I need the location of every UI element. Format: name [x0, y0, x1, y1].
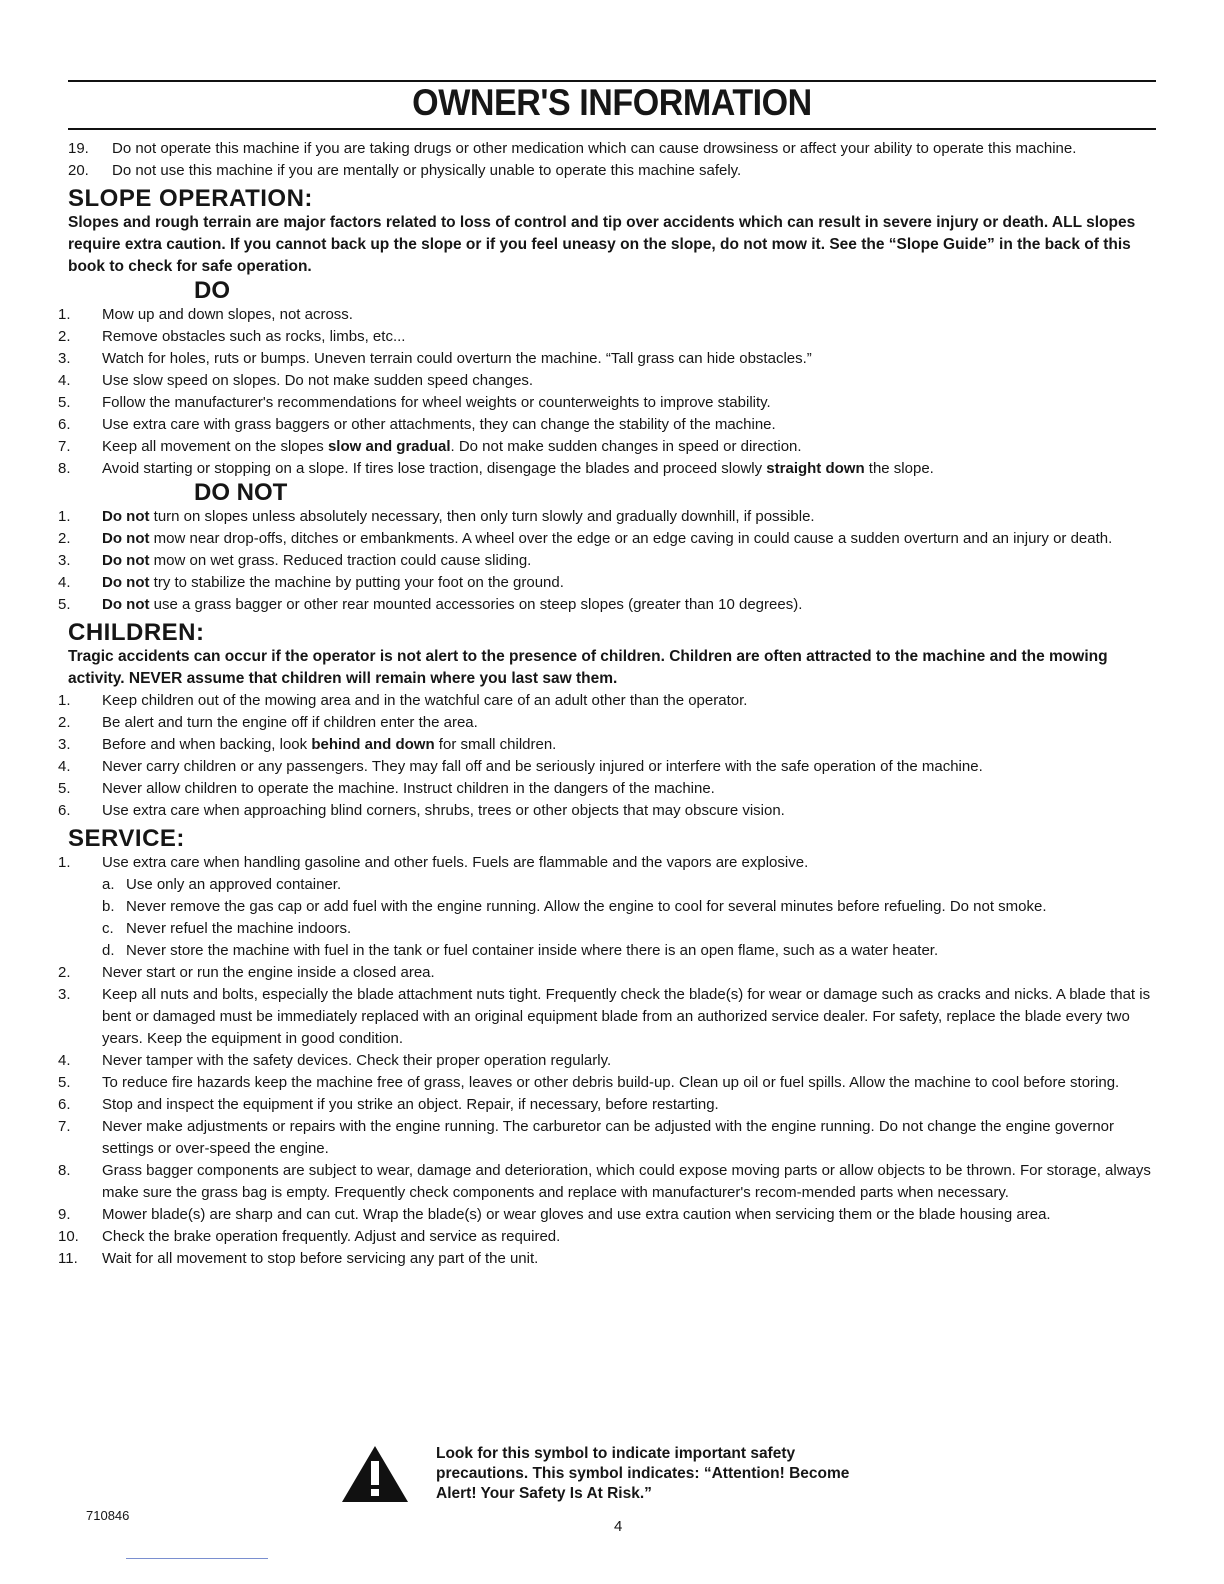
list-item: 5. Follow the manufacturer's recommendations for wheel weights or counterweights to improve stability.: [58, 394, 771, 411]
children-list: [58, 690, 1158, 822]
service-list: [58, 852, 1158, 1270]
list-item: 4. Use slow speed on slopes. Do not make sudden speed changes.: [58, 372, 534, 389]
list-item: 6. Stop and inspect the equipment if you strike an object. Repair, if necessary, before restarting.: [58, 1096, 719, 1113]
donot-heading: DO NOT: [194, 479, 288, 506]
title-rule: [68, 128, 1156, 130]
list-item: 9. Mower blade(s) are sharp and can cut. Wrap the blade(s) or wear gloves and use extra caution when servicing them or the blade housing area.: [58, 1206, 1051, 1223]
list-item: 2. Never start or run the engine inside a closed area.: [58, 964, 435, 981]
warning-triangle-icon: [340, 1444, 410, 1504]
list-item: 3. Do not mow on wet grass. Reduced traction could cause sliding.: [58, 552, 532, 569]
list-item: d. Never store the machine with fuel in the tank or fuel container inside where there is an open flame, such as a water heater.: [102, 942, 939, 959]
list-item: 6. Use extra care with grass baggers or other attachments, they can change the stability of the machine.: [58, 416, 776, 433]
do-heading: DO: [194, 277, 230, 304]
list-item: 10. Check the brake operation frequently. Adjust and service as required.: [58, 1228, 561, 1245]
list-item: 2. Do not mow near drop-offs, ditches or embankments. A wheel over the edge or an edge caving in could cause a sudden overturn and an injury or death.: [58, 530, 1113, 547]
list-item: 3. Keep all nuts and bolts, especially the blade attachment nuts tight. Frequently check the blade(s) for wear or damage such as cracks and nicks. A blade that is bent or damaged must be immediately replaced with an original equipment blade from an authorized service dealer. For safety, replace the blade every two years. Keep the equipment in good condition.: [58, 986, 1151, 1047]
list-item: 2. Be alert and turn the engine off if children enter the area.: [58, 714, 478, 731]
list-item: 4. Do not try to stabilize the machine by putting your foot on the ground.: [58, 574, 564, 591]
list-item: 3. Watch for holes, ruts or bumps. Uneven terrain could overturn the machine. “Tall grass can hide obstacles.”: [58, 350, 812, 367]
children-heading: CHILDREN:: [68, 619, 205, 646]
intro-list: [68, 138, 1158, 182]
list-item: b. Never remove the gas cap or add fuel with the engine running. Allow the engine to cool for several minutes before refueling. Do not smoke.: [102, 898, 1047, 915]
safety-symbol-text: Look for this symbol to indicate important safety precautions. This symbol indicates: “Attention! Become Alert! Your Safety Is At Risk.”: [436, 1445, 850, 1502]
list-item: 7. Never make adjustments or repairs with the engine running. The carburetor can be adjusted with the engine running. Do not change the engine governor settings or over-speed the engine.: [58, 1118, 1115, 1157]
list-item: 11. Wait for all movement to stop before servicing any part of the unit.: [58, 1250, 539, 1267]
safety-symbol-note: [340, 1444, 876, 1504]
list-item: 2. Remove obstacles such as rocks, limbs, etc...: [58, 328, 406, 345]
list-item: a. Use only an approved container.: [102, 876, 342, 893]
slope-heading: SLOPE OPERATION:: [68, 185, 313, 212]
list-item: 1. Use extra care when handling gasoline and other fuels. Fuels are flammable and the vapors are explosive.: [58, 854, 809, 871]
list-item: 19. Do not operate this machine if you are taking drugs or other medication which can cause drowsiness or affect your ability to operate this machine.: [68, 140, 1077, 157]
list-item: 5. Do not use a grass bagger or other rear mounted accessories on steep slopes (greater than 10 degrees).: [58, 596, 803, 613]
list-item: 4. Never carry children or any passengers. They may fall off and be seriously injured or interfere with the safe operation of the machine.: [58, 758, 983, 775]
list-item: 1. Keep children out of the mowing area and in the watchful care of an adult other than the operator.: [58, 692, 748, 709]
list-item: 1. Do not turn on slopes unless absolutely necessary, then only turn slowly and gradually downhill, if possible.: [58, 508, 815, 525]
do-list: [58, 304, 1158, 480]
list-item: 5. Never allow children to operate the machine. Instruct children in the dangers of the machine.: [58, 780, 715, 797]
list-item: 3. Before and when backing, look behind and down for small children.: [58, 736, 557, 753]
page-number: 4: [614, 1518, 623, 1535]
part-number: 710846: [86, 1508, 130, 1523]
list-item: 1. Mow up and down slopes, not across.: [58, 306, 353, 323]
slope-lead: Slopes and rough terrain are major factors related to loss of control and tip over accidents which can result in severe injury or death. ALL slopes require extra caution. If you cannot back up the slope or if you feel uneasy on the slope, do not mow it. See the “Slope Guide” in the back of this book to check for safe operation.: [68, 214, 1136, 275]
list-item: 8. Avoid starting or stopping on a slope. If tires lose traction, disengage the blades and proceed slowly straight down the slope.: [58, 460, 934, 477]
content: [58, 138, 1158, 1270]
service-heading: SERVICE:: [68, 825, 185, 852]
list-item: 20. Do not use this machine if you are mentally or physically unable to operate this machine safely.: [68, 162, 742, 179]
list-item: 7. Keep all movement on the slopes slow and gradual. Do not make sudden changes in speed or direction.: [58, 438, 802, 455]
page-title: OWNER'S INFORMATION: [412, 82, 812, 123]
list-item: 4. Never tamper with the safety devices. Check their proper operation regularly.: [58, 1052, 612, 1069]
bottom-divider: [126, 1558, 268, 1559]
children-lead: Tragic accidents can occur if the operator is not alert to the presence of children. Children are often attracted to the machine and the mowing activity. NEVER assume that children will remain where you last saw them.: [68, 648, 1108, 687]
donot-list: [58, 506, 1158, 616]
list-item: 8. Grass bagger components are subject to wear, damage and deterioration, which could expose moving parts or allow objects to be thrown. For storage, always make sure the grass bag is empty. Frequently check components and replace with manufacturer's recom-mended parts when necessary.: [58, 1162, 1151, 1201]
list-item: c. Never refuel the machine indoors.: [102, 920, 352, 937]
list-item: 6. Use extra care when approaching blind corners, shrubs, trees or other objects that may obscure vision.: [58, 802, 785, 819]
list-item: 5. To reduce fire hazards keep the machine free of grass, leaves or other debris build-up. Clean up oil or fuel spills. Allow the machine to cool before storing.: [58, 1074, 1120, 1091]
